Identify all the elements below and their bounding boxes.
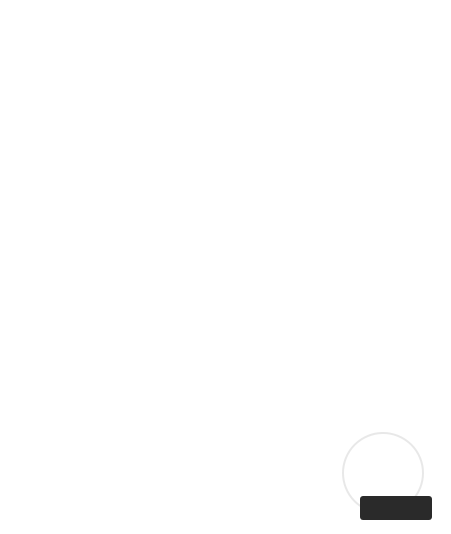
publisher-info-block — [58, 440, 318, 530]
preface-text — [58, 18, 398, 198]
site-logo — [360, 496, 432, 520]
cip-data-block — [58, 318, 398, 448]
cip-heading — [58, 292, 138, 304]
